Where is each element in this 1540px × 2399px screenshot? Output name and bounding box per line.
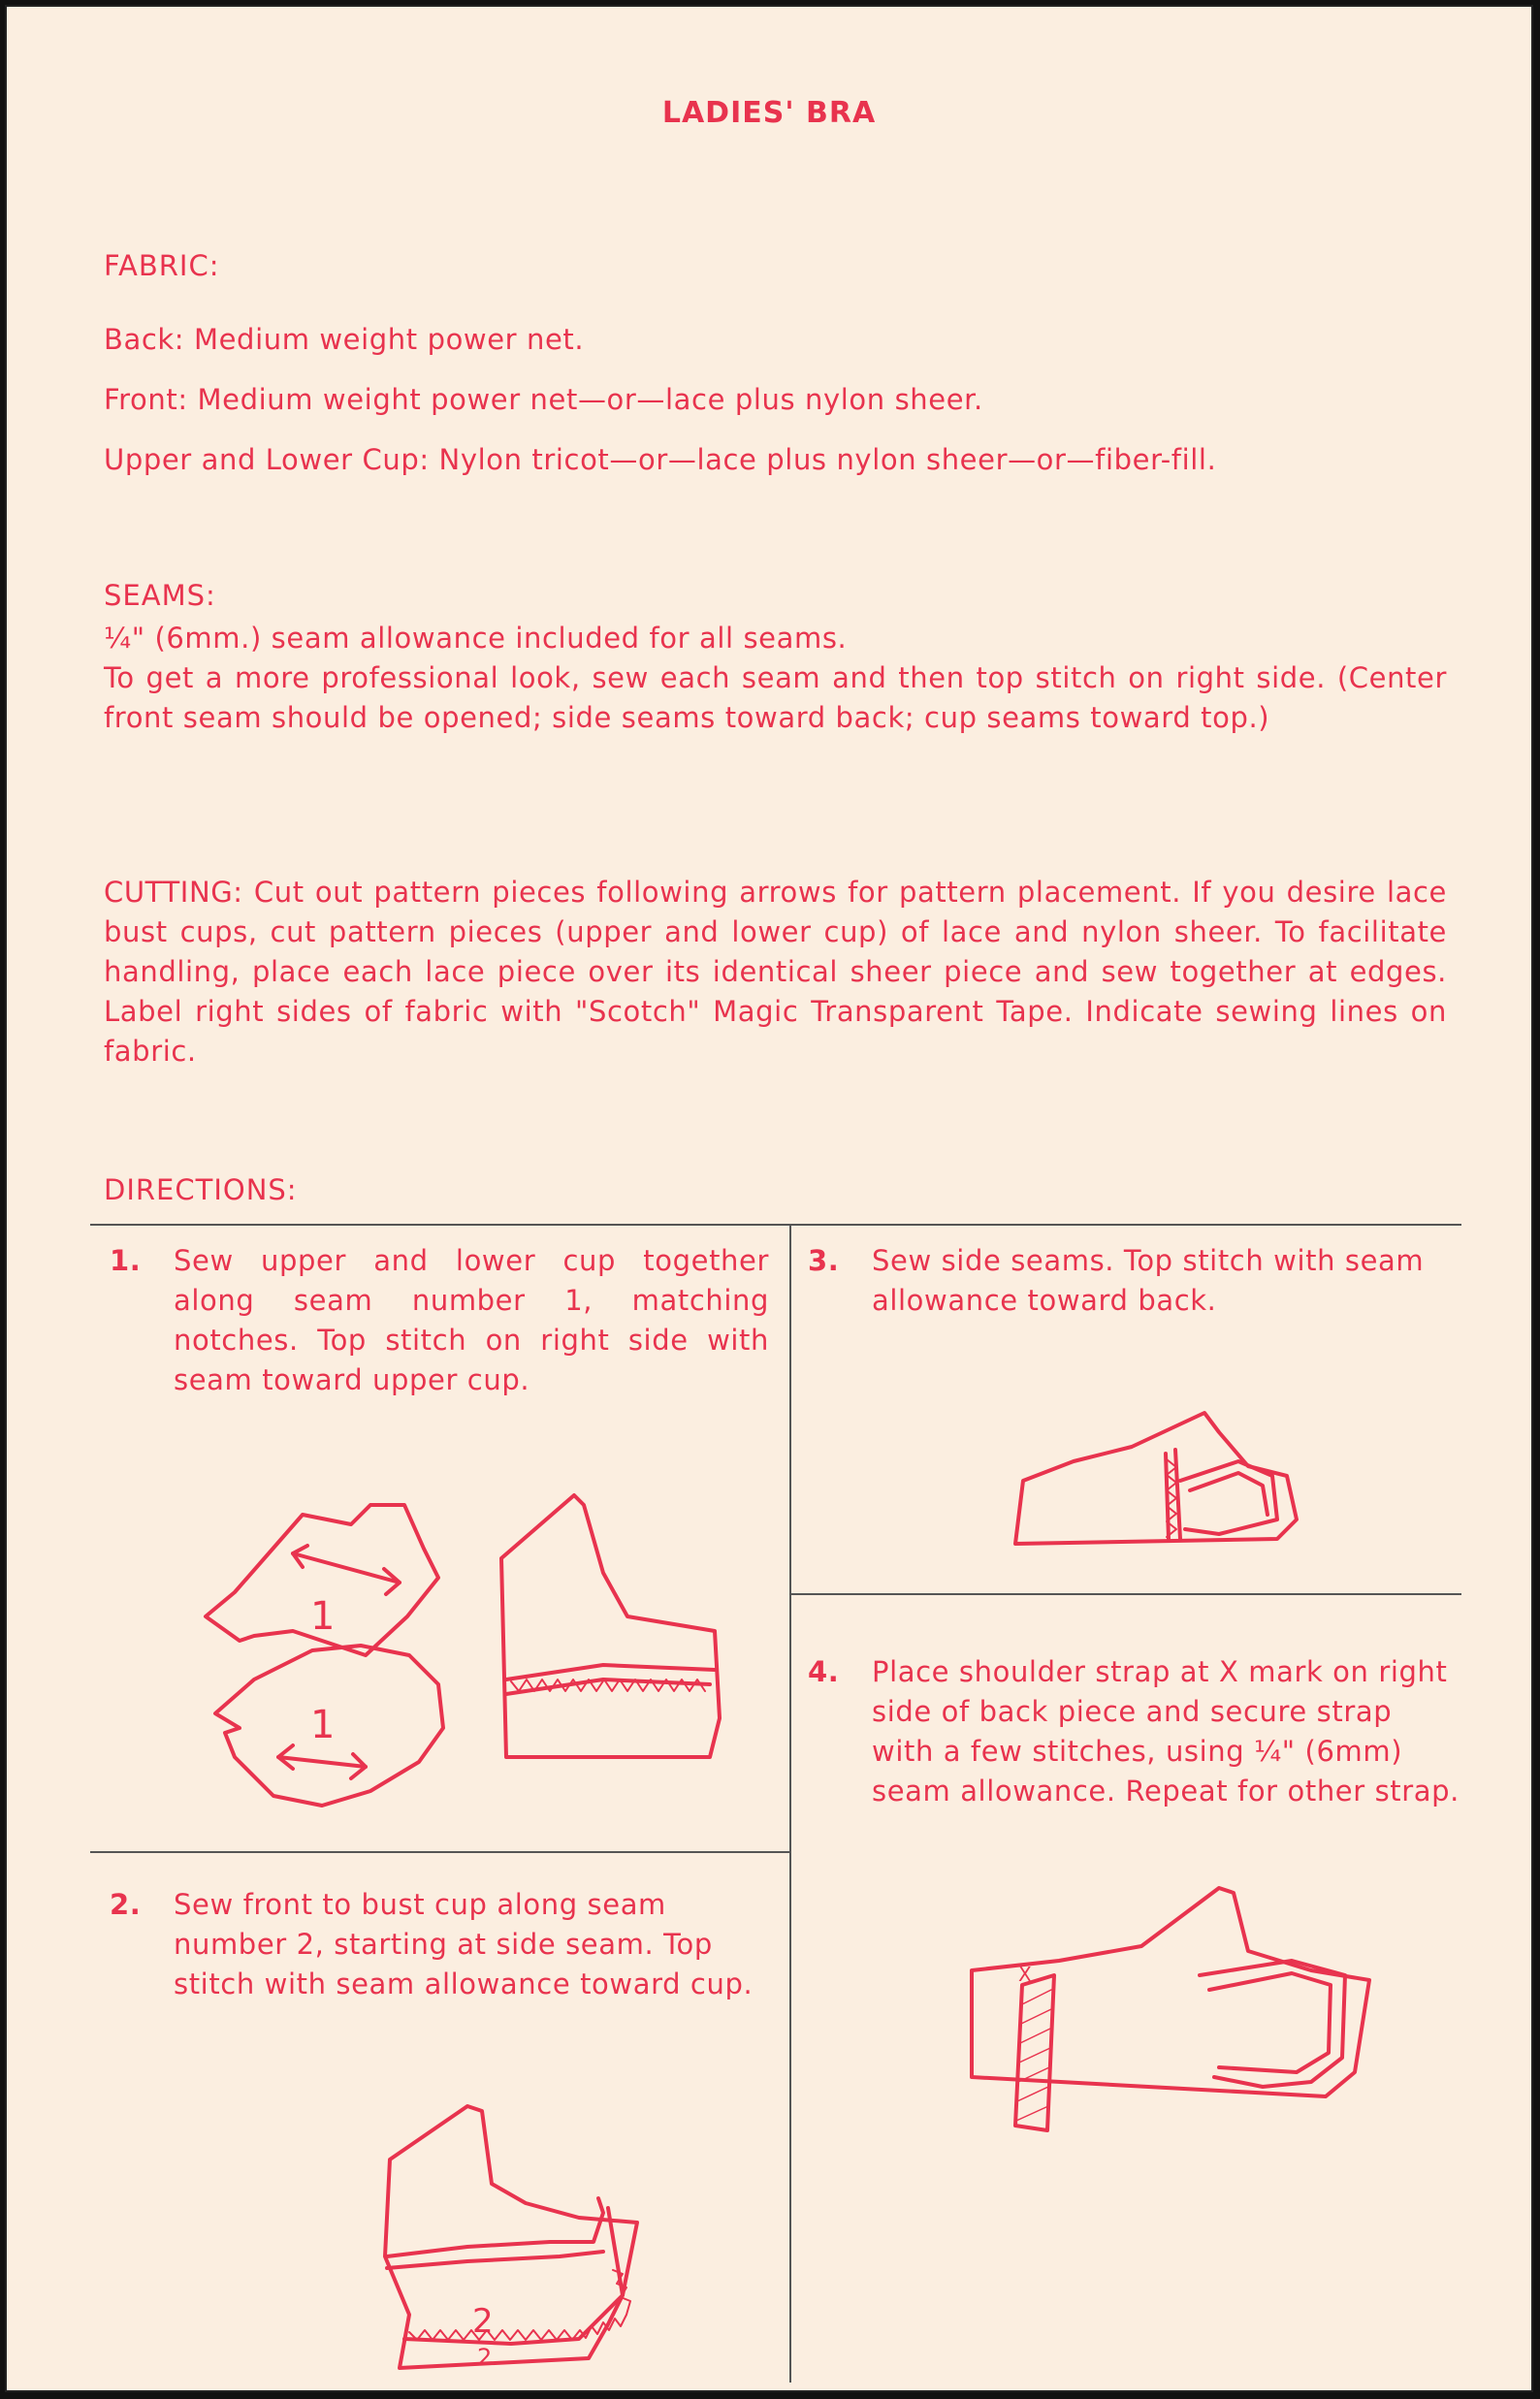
step-3 (808, 1241, 1460, 1321)
cutting-paragraph: CUTTING: Cut out pattern pieces following arrows for pattern placement. If you desire lace bust cups, cut pattern pieces (upper and lower cup) of lace and nylon sheer. To facilitate handling, place each lace piece over its identical sheer piece and sew together at edges. Label right sides of fabric with "Scotch" Magic Transparent Tape. Indicate sewing lines on fabric. (104, 876, 1447, 1068)
fabric-back-line: Back: Medium weight power net. (104, 323, 585, 356)
document-page (5, 5, 1533, 2392)
seam-2-label: 2 (472, 2302, 494, 2341)
cup-front-seam (404, 2208, 623, 2344)
directions-heading: DIRECTIONS: (104, 1173, 298, 1206)
side-seam-line (1166, 1454, 1169, 1539)
step-2 (110, 1885, 769, 2004)
cup-outline-b (1190, 1473, 1267, 1515)
fabric-front-line: Front: Medium weight power net—or—lace plus nylon sheer. (104, 383, 983, 416)
cup-top-seam (387, 2198, 603, 2256)
seams-text (104, 619, 1447, 738)
joined-cup-seam-stitch (506, 1665, 715, 1679)
step-2-number: 2. (110, 1888, 142, 1921)
joined-cup (501, 1495, 720, 1757)
directions-right-divider (791, 1593, 1461, 1595)
step-3-number: 3. (808, 1244, 840, 1277)
side-seam-line-b (1175, 1450, 1180, 1539)
fabric-heading: FABRIC: (104, 249, 220, 282)
step-3-text: Sew side seams. Top stitch with seam allowance toward back. (872, 1244, 1425, 1317)
step-4 (808, 1652, 1460, 1811)
directions-center-rule (789, 1224, 791, 2383)
seams-instructions: To get a more professional look, sew each seam and then top stitch on right side. (Center front seam should be opened; side seams toward back; cup seams toward top.) (104, 661, 1447, 734)
directions-left-divider (90, 1851, 789, 1853)
page-title: LADIES' BRA (661, 96, 877, 130)
step-4-number: 4. (808, 1655, 840, 1688)
cup-zigzag (409, 2270, 630, 2340)
seams-heading: SEAMS: (104, 579, 216, 612)
step-2-text: Sew front to bust cup along seam number 2, starting at side seam. Top stitch with seam allowance toward cup. (174, 1888, 754, 2000)
bra-cup-line-b (1209, 1973, 1331, 2072)
upper-seam-label: 1 (310, 1594, 336, 1639)
x-mark: X (1018, 1963, 1032, 1986)
step-4-illustration (962, 1878, 1389, 2135)
step-1-text: Sew upper and lower cup together along seam number 1, matching notches. Top stitch on right side with seam toward upper cup. (174, 1244, 769, 1396)
directions-top-rule (90, 1224, 1461, 1226)
step-3-illustration (1015, 1403, 1306, 1549)
cup-outline (1180, 1461, 1277, 1534)
step-1 (110, 1241, 769, 1400)
step-1-illustration (196, 1476, 739, 1825)
step-1-number: 1. (110, 1244, 142, 1277)
step-2-illustration (375, 2101, 657, 2383)
step-4-text: Place shoulder strap at X mark on right side of back piece and secure strap with a few stitches, using ¼" (6mm) seam allowance. Repeat for other strap. (872, 1655, 1460, 1807)
fabric-list (104, 309, 1447, 490)
lower-seam-label: 1 (310, 1703, 336, 1747)
fabric-cup-line: Upper and Lower Cup: Nylon tricot—or—lace plus nylon sheer—or—fiber-fill. (104, 443, 1217, 476)
seams-allowance-line: ¼" (6mm.) seam allowance included for all seams. (104, 622, 848, 655)
seam-2-small-label: 2 (477, 2344, 493, 2371)
